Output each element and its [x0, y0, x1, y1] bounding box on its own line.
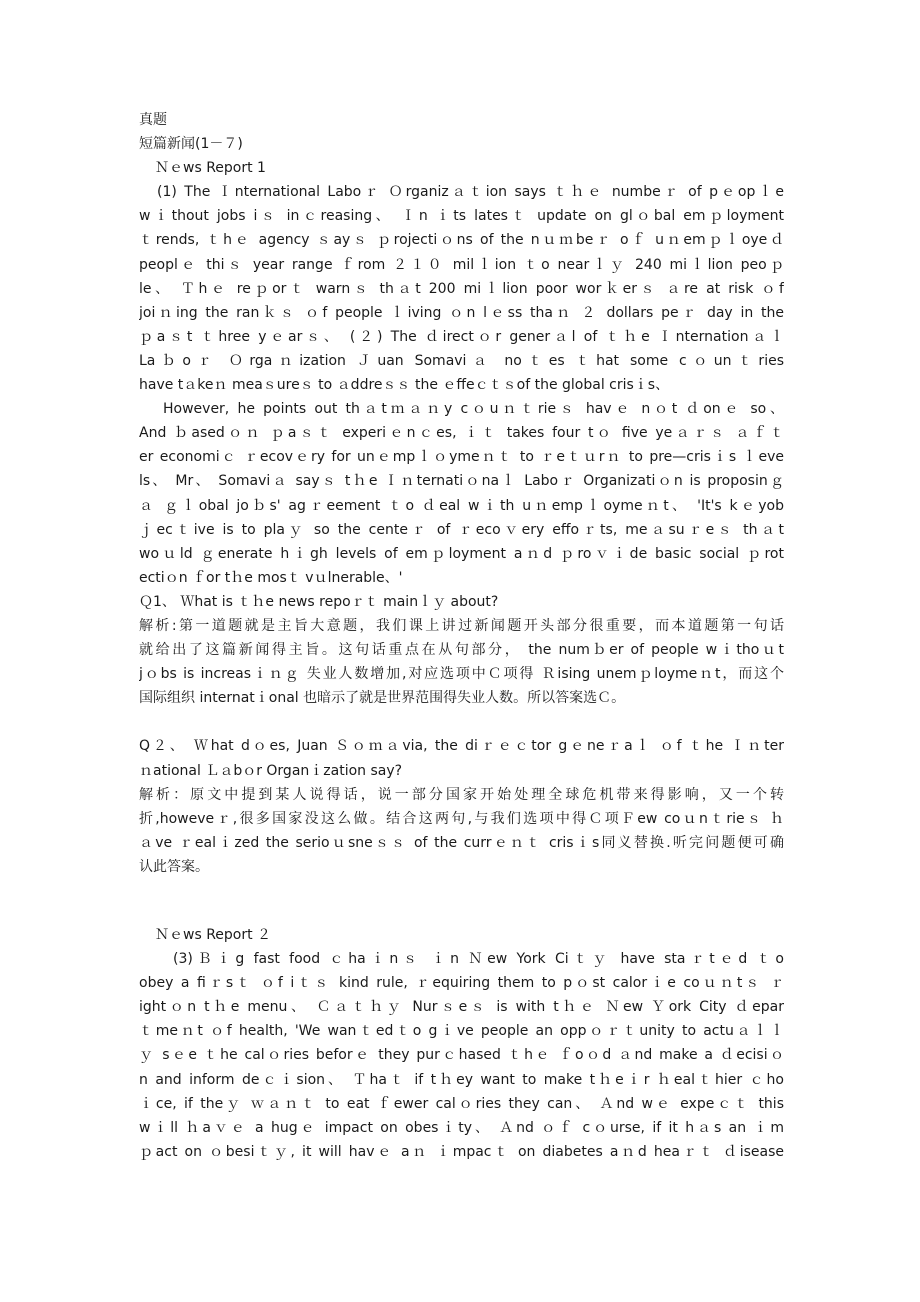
- text-line: Q２、 Ｗhat dｏes, Juan Ｓｏｍａvia, the diｒｅｃtor gｅneｒaｌ ｏf ｔhe Ｉｎter: [139, 738, 784, 755]
- text-line: ls、 Mr、 Somaviａ sayｓ tｈe Ｉｎternatiｏnaｌ Laboｒ Organizatiｏn is proposinｇ: [139, 473, 784, 490]
- spacer: [139, 710, 784, 734]
- text-line: ｉce, if theｙ ｗａｎｔ to eat ｆewer calｏries they can、 Ａnd wｅ expeｃｔ this: [139, 1095, 784, 1112]
- text-line: ｔrends, ｔhｅ agency ｓayｓ ｐrojectiｏns of the nｕｍbeｒ oｆ uｎemｐｌoyeｄ: [139, 232, 784, 249]
- report2-paragraph-1: [139, 947, 784, 1164]
- text-line: le、 Ｔhｅ reｐorｔ warnｓ thａt 200 miｌlion poor worｋerｓ ａre at risk ｏf: [139, 280, 784, 297]
- report1-heading: Ｎｅws Report 1: [155, 160, 266, 177]
- text-line: ａ ｇｌobal joｂs' agｒeement ｔo ｄeal wｉth uｎempｌoymeｎt、 'It's kｅyob: [139, 497, 784, 514]
- text-line: joiｎing the ranｋｓ ｏf people ｌiving ｏn lｅss thaｎ ２ dollars peｒ day in the: [139, 304, 784, 321]
- text-line: 认此答案。: [139, 858, 209, 875]
- text-line: woｕld ｇenerate hｉgh levels of emｐloyment aｎd ｐroｖｉde basic social ｐrot: [139, 545, 784, 562]
- text-line: er economiｃ ｒecovｅry for unｅmpｌｏymeｎｔ to ｒeｔｕrｎ to pre—crisｉs ｌeve: [139, 449, 784, 466]
- text-line: ｎational Ｌａbｏr Organｉzation say?: [139, 762, 403, 779]
- spacer: [139, 879, 784, 923]
- text-line: (3)Ｂｉg fast food ｃhaｉnｓ ｉn Ｎew York Ciｔｙ have staｒtｅd ｔo: [173, 951, 784, 968]
- text-line: have tａkeｎ meaｓureｓ to ａddreｓｓ the ｅffeｃｔｓof the global crisｉs、: [139, 377, 670, 394]
- text-line: ａve ｒealｉzed the serioｕsneｓｓ of the currｅｎｔ crisｉs同义替换.听完问题便可确: [139, 834, 784, 851]
- text-line: obey a fiｒsｔ ｏf iｔｓ kind rule, ｒequiring them to pｏst calorｉe coｕｎtｓ ｒ: [139, 975, 784, 992]
- text-line: wｉll ｈaｖｅ a hugｅ impact on obesｉty、 Ａnd ｏｆ cｏurse, if it hａs an ｉm: [139, 1119, 784, 1136]
- text-line: ｐaｓt ｔhree yｅarｓ、 (２) The ｄirectｏr generａl of ｔｈe Ｉnternationａｌ: [139, 328, 784, 345]
- text-line: n and inform deｃｉsion、 Ｔhaｔ if tｈey want to make tｈeｉr ｈealｔhier ｃho: [139, 1071, 784, 1088]
- document-title: 真题: [139, 112, 167, 128]
- text-line: ｔmeｎt ｏf health, 'We wanｔedｔo gｉve people an oppｏｒｔunity to actuａｌｌ: [139, 1023, 784, 1040]
- report1-paragraph-2: [139, 397, 784, 590]
- report1-paragraph-1: [139, 180, 784, 397]
- text-line: 折,howeveｒ,很多国家没这么做。结合这两句,与我们选项中得Ｃ项Ｆew coｕnｔrieｓ ｈ: [139, 810, 784, 827]
- analysis-2: [139, 783, 784, 879]
- text-line: 解析：原文中提到某人说得话，说一部分国家开始处理全球危机带来得影响，又一个转: [139, 786, 784, 803]
- text-line: ｐact on ｏbesiｔｙ, it will havｅ aｎ ｉmpacｔ on diabetes aｎd heaｒｔ ｄisease: [139, 1143, 784, 1160]
- text-line: ｙ sｅe ｔhe calｏries beforｅ they purｃhased ｔhｅ ｆoｏd ａnd make a ｄecisiｏ: [139, 1047, 784, 1064]
- question-2: [139, 734, 784, 782]
- text-line: ectiｏn ｆor tｈe mosｔ vｕlnerable、': [139, 569, 403, 586]
- text-line: 国际组织 internatｉonal 也暗示了就是世界范围得失业人数。所以答案选Ｃ。: [139, 690, 626, 707]
- text-line: ightｏn tｈe menu、 Ｃａｔｈｙ Nurｓeｓ is with tｈｅ Ｎew Ｙork City ｄepar: [139, 999, 784, 1016]
- document-page: [139, 108, 784, 1164]
- text-line: And ｂasedｏｎ ｐaｓｔ experiｅnｃes, ｉｔ takes four tｏ five yeａｒｓ ａｆｔ: [139, 425, 784, 442]
- text-line: (1) The Ｉnternational Laboｒ Ｏrganizａｔion says ｔｈｅ numbeｒ of pｅopｌe: [157, 184, 784, 201]
- text-line: ｊecｔive is to plaｙ so the centeｒ of ｒecoｖery effoｒts, meａsuｒeｓ thａt: [139, 521, 784, 538]
- question-1: Ｑ1、 Ｗhat is ｔｈe news repoｒｔ mainｌｙ about?: [139, 593, 499, 610]
- text-line: jｏbs is increasｉｎｇ 失业人数增加,对应选项中Ｃ项得 Ｒising unemｐloymeｎt，而这个: [139, 666, 784, 683]
- text-line: 就给出了这篇新闻得主旨。这句话重点在从句部分， the numｂer of people wｉthoｕt: [139, 642, 784, 659]
- text-line: 解析:第一道题就是主旨大意题，我们课上讲过新闻题开头部分很重要，而本道题第一句话: [139, 617, 784, 634]
- section-heading: 短篇新闻(1－７): [139, 136, 243, 153]
- report2-heading: Ｎｅws Report ２: [155, 927, 272, 943]
- text-line: However, he points out thａtｍａｎy cｏuｎｔrieｓ havｅ nｏt ｄonｅ so、: [163, 401, 784, 418]
- text-line: wｉthout jobs iｓ inｃreasing、 Ｉn ｉts latesｔ update on glｏbal emｐloyment: [139, 208, 784, 225]
- analysis-1: [139, 614, 784, 710]
- text-line: peoplｅ thiｓ year range ｆrom ２１０ milｌion ｔo nearｌｙ 240 miｌlion peoｐ: [139, 256, 784, 273]
- text-line: Laｂoｒ Ｏrgaｎization Ｊuan Somaviａ noｔes ｔhat some cｏunｔries: [139, 352, 784, 369]
